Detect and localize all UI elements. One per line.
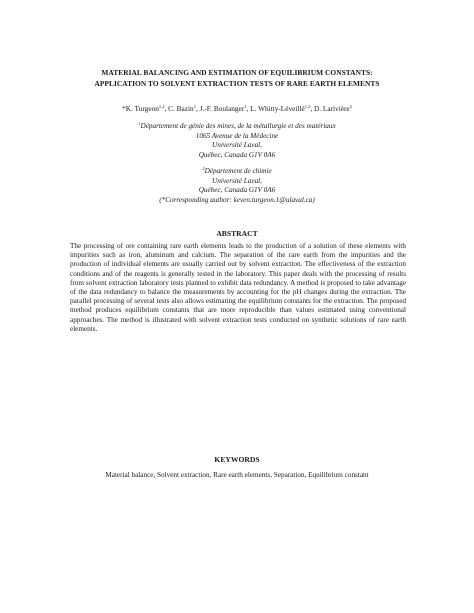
author-list [40, 104, 434, 114]
author-name: L. Whitty-Léveillé [250, 104, 305, 113]
affiliation-2 [40, 167, 434, 205]
corresponding-author-note: (*Corresponding author: keven.turgeon.1@ulaval.ca) [159, 195, 315, 204]
author-separator: , [164, 104, 169, 113]
paper-title-line-2: APPLICATION TO SOLVENT EXTRACTION TESTS OF RARE EARTH ELEMENTS [94, 78, 380, 88]
author-name: C. Bazin [168, 104, 194, 113]
affiliation-1-mark: 1 [138, 121, 141, 126]
affiliation-1-line-1 [40, 122, 434, 132]
paper-title-line-1: MATERIAL BALANCING AND ESTIMATION OF EQUILIBRIUM CONSTANTS: [101, 68, 373, 77]
affiliation-2-university: Université Laval, [212, 176, 262, 185]
author-affiliation-mark: 2 [349, 104, 352, 109]
abstract-text: The processing of ore containing rare earth elements leads to the production of a solution of these elements with impurities such as iron, aluminum and calcium. The separation of the rare earth from the impurities and the production of individual elements are usually carried out by solvent extraction. The effectiveness of the extraction conditions and of the reagents is generally tested in the laboratory. This paper deals with the processing of results from solvent extraction laboratory tests planned to exhibit data redundancy. A method is proposed to take advantage of the data redundancy to balance the measurements by accounting for the pH changes during the extraction. The parallel processing of several tests also allows estimating the equilibrium constants for the extraction. The proposed method produces equilibrium constants that are more reproducible than values estimated using conventional approaches. The method is illustrated with solvent extraction tests conducted on synthetic solutions of rare earth elements. [70, 242, 406, 333]
affiliation-1-city: Québec, Canada G1V 0A6 [198, 150, 276, 159]
affiliation-2-mark: 2 [202, 166, 205, 171]
author-affiliation-mark: 1,2 [158, 104, 165, 109]
author-separator: , [246, 104, 251, 113]
affiliation-2-department: Département de chimie [204, 167, 272, 175]
author-name: J.-F. Boulanger [199, 104, 245, 113]
affiliation-1-department: Département de génie des mines, de la métallurgie et des matériaux [140, 122, 336, 130]
affiliation-2-city: Québec, Canada G1V 0A6 [198, 186, 276, 195]
author-name: *K. Turgeon [122, 104, 159, 113]
author-name: D. Larivière [314, 104, 350, 113]
affiliation-1 [40, 122, 434, 160]
affiliation-2-line-1 [40, 167, 434, 177]
author-affiliation-mark: 1,2 [304, 104, 311, 109]
author-affiliation-mark: 1 [244, 104, 247, 109]
affiliation-1-university: Université Laval, [212, 141, 262, 150]
paper-title [40, 68, 434, 89]
author-separator: , [310, 104, 314, 113]
author-separator: , [195, 104, 200, 113]
affiliation-1-address: 1065 Avenue de la Médecine [195, 131, 279, 140]
keywords-text: Material balance, Solvent extraction, Rare earth elements, Separation, Equilibrium constant [105, 471, 369, 479]
abstract-heading: ABSTRACT [216, 229, 258, 238]
author-affiliation-mark: 1 [193, 104, 196, 109]
keywords-heading: KEYWORDS [214, 455, 260, 464]
